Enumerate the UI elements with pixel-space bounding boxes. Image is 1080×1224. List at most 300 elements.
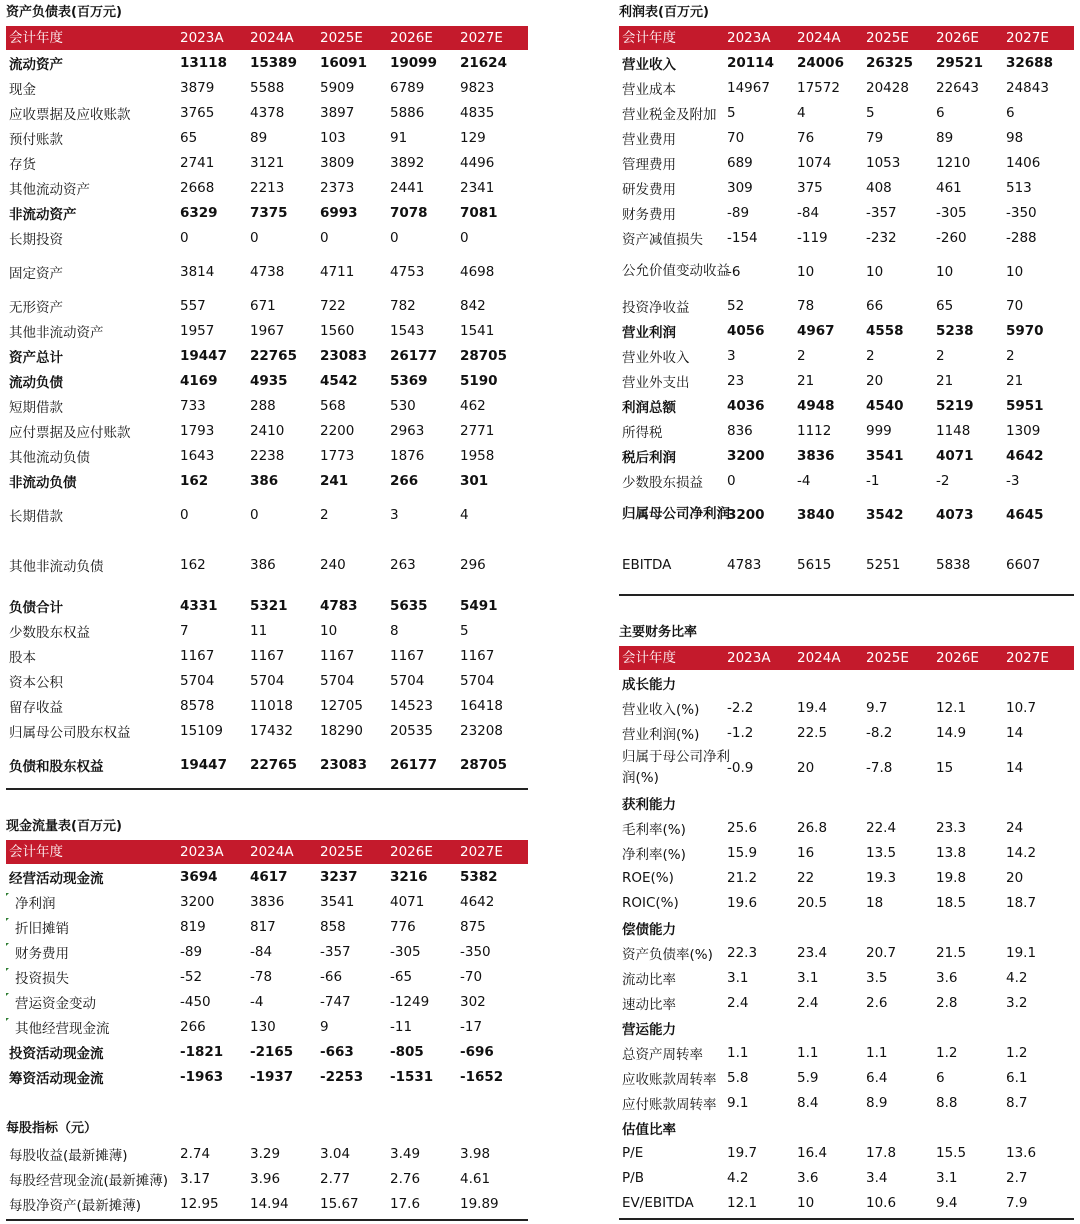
ratios-table (619, 620, 1074, 1220)
row-value-2025E: -232 (866, 229, 897, 246)
row-value-2025E: 3541 (320, 893, 355, 910)
row-value-2025E: 240 (320, 556, 346, 573)
row-value-2024A: 1.1 (797, 1044, 819, 1061)
row-value-2026E: 12.1 (936, 699, 967, 716)
row-value-2023A: 3814 (180, 263, 215, 280)
row-label: 经营活动现金流 (9, 870, 104, 887)
row-value-2024A: 14.94 (250, 1195, 289, 1212)
table-row (619, 965, 1074, 990)
row-value-2024A: 1074 (797, 154, 832, 171)
row-label: EBITDA (622, 556, 672, 573)
row-value-2023A: 14967 (727, 79, 770, 96)
row-label: 归属母公司净利润 (622, 506, 730, 522)
row-value-2023A: 3200 (727, 447, 765, 464)
row-value-2024A: 17432 (250, 722, 293, 739)
row-value-2024A: -84 (797, 204, 820, 221)
row-value-2023A: -52 (180, 968, 203, 985)
cell-marker-icon (6, 993, 9, 996)
row-value-2025E: 2 (320, 506, 329, 523)
table-row (619, 1165, 1074, 1190)
row-value-2027E: 2341 (460, 179, 495, 196)
row-value-2023A: 3200 (180, 893, 215, 910)
row-value-2026E: -1249 (390, 993, 430, 1010)
row-value-2024A: 3840 (797, 506, 835, 523)
table-row (619, 940, 1074, 965)
row-value-2024A: 3.96 (250, 1170, 281, 1187)
table-row (619, 840, 1074, 865)
row-value-2026E: 266 (390, 472, 419, 489)
row-value-2023A: 3879 (180, 79, 215, 96)
row-value-2024A: 15389 (250, 54, 297, 71)
row-value-2026E: 19.8 (936, 869, 967, 886)
row-value-2023A: 819 (180, 918, 206, 935)
table-row (6, 1064, 528, 1089)
row-value-2026E: 19099 (390, 54, 437, 71)
header-label: 会计年度 (622, 650, 676, 666)
row-value-2026E: 14523 (390, 697, 433, 714)
row-value-2025E: 79 (866, 129, 884, 146)
row-value-2024A: 4378 (250, 104, 285, 121)
row-value-2027E: 513 (1006, 179, 1032, 196)
row-value-2024A: -1937 (250, 1068, 294, 1085)
row-value-2024A: 19.4 (797, 699, 828, 716)
row-value-2027E: -1652 (460, 1068, 504, 1085)
table-row (6, 864, 528, 889)
row-value-2025E: 4540 (866, 397, 904, 414)
row-value-2023A: 20114 (727, 54, 774, 71)
cell-marker-icon (6, 968, 9, 971)
row-value-2023A: 3765 (180, 104, 215, 121)
table-row (6, 889, 528, 914)
table-row (6, 318, 528, 343)
row-value-2024A: -78 (250, 968, 273, 985)
table-row (6, 618, 528, 643)
row-value-2025E: 23083 (320, 756, 367, 773)
table-row (619, 536, 1074, 593)
row-value-2026E: -805 (390, 1043, 424, 1060)
row-value-2027E: 9823 (460, 79, 495, 96)
table-row (6, 743, 528, 786)
row-value-2024A: 21 (797, 372, 815, 389)
row-value-2024A: 20.5 (797, 894, 828, 911)
row-value-2023A: 309 (727, 179, 753, 196)
row-value-2025E: 568 (320, 397, 346, 414)
row-value-2027E: 4642 (460, 893, 495, 910)
row-value-2025E: 18 (866, 894, 884, 911)
row-value-2024A: 2410 (250, 422, 285, 439)
row-label: 成长能力 (622, 676, 676, 693)
row-value-2026E: 21.5 (936, 944, 967, 961)
row-value-2026E: 91 (390, 129, 408, 146)
row-value-2027E: 4496 (460, 154, 495, 171)
row-label: 营业外支出 (622, 374, 690, 391)
row-value-2025E: -663 (320, 1043, 354, 1060)
table-row (6, 200, 528, 225)
row-value-2023A: 15.9 (727, 844, 758, 861)
row-value-2025E: 16091 (320, 54, 367, 71)
table-row (619, 225, 1074, 250)
row-label: 非流动资产 (9, 206, 77, 223)
row-label: 其他流动资产 (9, 181, 90, 198)
row-value-2024A: 288 (250, 397, 276, 414)
row-value-2025E: 19.3 (866, 869, 897, 886)
table-row (619, 368, 1074, 393)
row-label: 获利能力 (622, 796, 676, 813)
row-value-2025E: 10 (866, 263, 884, 280)
balance-sheet-header (6, 26, 528, 50)
table-row (6, 536, 528, 593)
table-row (6, 50, 528, 75)
table-row (6, 175, 528, 200)
balance-sheet-bottom-rule (6, 788, 528, 790)
row-label: 管理费用 (622, 156, 676, 173)
table-row (619, 150, 1074, 175)
row-value-2025E: 2200 (320, 422, 355, 439)
row-value-2025E: 23083 (320, 347, 367, 364)
row-value-2023A: 65 (180, 129, 198, 146)
table-row (619, 1115, 1074, 1140)
row-label: 流动负债 (9, 374, 63, 391)
row-label: 净利润 (15, 895, 56, 912)
row-value-2023A: 3 (727, 347, 736, 364)
header-year-2025E: 2025E (866, 30, 909, 46)
row-value-2025E: 3897 (320, 104, 355, 121)
row-value-2024A: 22765 (250, 347, 297, 364)
table-row (6, 1039, 528, 1064)
table-row (619, 1015, 1074, 1040)
row-value-2027E: 1541 (460, 322, 495, 339)
row-value-2026E: 2.76 (390, 1170, 421, 1187)
row-value-2025E: -1 (866, 472, 880, 489)
row-value-2025E: 20.7 (866, 944, 897, 961)
row-value-2027E: 18.7 (1006, 894, 1037, 911)
row-value-2023A: 22.3 (727, 944, 758, 961)
row-value-2026E: 15.5 (936, 1144, 967, 1161)
row-value-2024A: 4967 (797, 322, 835, 339)
row-label: 公允价值变动收益 (622, 263, 730, 279)
row-value-2025E: 722 (320, 297, 346, 314)
row-value-2023A: 1793 (180, 422, 215, 439)
row-label: 筹资活动现金流 (9, 1070, 104, 1087)
row-value-2026E: 3216 (390, 868, 428, 885)
row-value-2024A: 2.4 (797, 994, 819, 1011)
row-value-2025E: 1.1 (866, 1044, 888, 1061)
row-value-2026E: -65 (390, 968, 413, 985)
row-value-2025E: 858 (320, 918, 346, 935)
row-label: 总资产周转率 (622, 1046, 703, 1063)
header-label: 会计年度 (622, 30, 676, 46)
header-year-2024A: 2024A (250, 30, 294, 46)
row-value-2023A: 8578 (180, 697, 215, 714)
table-row (619, 1190, 1074, 1215)
row-value-2027E: 1958 (460, 447, 495, 464)
row-value-2023A: 4.2 (727, 1169, 749, 1186)
row-value-2024A: 1112 (797, 422, 832, 439)
row-value-2023A: 7 (180, 622, 189, 639)
row-value-2023A: 162 (180, 472, 209, 489)
row-value-2023A: 5 (727, 104, 736, 121)
table-row (6, 1166, 528, 1191)
row-value-2024A: 3836 (250, 893, 285, 910)
row-value-2023A: -1821 (180, 1043, 224, 1060)
row-value-2024A: 386 (250, 556, 276, 573)
row-value-2025E: 3.4 (866, 1169, 888, 1186)
row-value-2026E: 5238 (936, 322, 974, 339)
table-row (619, 493, 1074, 536)
table-row (6, 939, 528, 964)
row-value-2027E: 296 (460, 556, 486, 573)
row-label: 营业税金及附加 (622, 106, 717, 123)
ratios-bottom-rule (619, 1218, 1074, 1220)
row-value-2025E: 3.5 (866, 969, 888, 986)
cashflow-header (6, 840, 528, 864)
row-value-2025E: 0 (320, 229, 329, 246)
row-value-2023A: 25.6 (727, 819, 758, 836)
table-row (619, 125, 1074, 150)
table-row (619, 695, 1074, 720)
row-value-2026E: 13.8 (936, 844, 967, 861)
row-value-2026E: 1876 (390, 447, 425, 464)
row-value-2026E: 782 (390, 297, 416, 314)
row-value-2027E: 6 (1006, 104, 1015, 121)
row-value-2026E: 0 (390, 229, 399, 246)
table-row (619, 50, 1074, 75)
row-value-2026E: 2963 (390, 422, 425, 439)
row-value-2024A: 2 (797, 347, 806, 364)
row-value-2023A: 4036 (727, 397, 765, 414)
row-value-2024A: 24006 (797, 54, 844, 71)
header-year-2023A: 2023A (180, 844, 224, 860)
header-label: 会计年度 (9, 844, 63, 860)
row-value-2025E: 18290 (320, 722, 363, 739)
row-value-2027E: 842 (460, 297, 486, 314)
table-row (619, 250, 1074, 293)
table-row (6, 250, 528, 293)
row-value-2025E: 2373 (320, 179, 355, 196)
cell-marker-icon (6, 893, 9, 896)
row-value-2024A: 4 (797, 104, 806, 121)
row-value-2024A: 386 (250, 472, 279, 489)
row-value-2026E: -1531 (390, 1068, 434, 1085)
row-value-2023A: 2741 (180, 154, 215, 171)
row-value-2026E: 10 (936, 263, 954, 280)
row-label: 存货 (9, 156, 36, 173)
row-value-2025E: 1773 (320, 447, 355, 464)
table-row (6, 989, 528, 1014)
row-label: 速动比率 (622, 996, 676, 1013)
table-row (619, 293, 1074, 318)
table-row (619, 100, 1074, 125)
row-label: 少数股东损益 (622, 474, 703, 491)
row-value-2023A: -450 (180, 993, 211, 1010)
row-label: 每股收益(最新摊薄) (9, 1147, 128, 1164)
header-year-2026E: 2026E (936, 30, 979, 46)
header-year-2026E: 2026E (390, 30, 433, 46)
row-value-2026E: 14.9 (936, 724, 967, 741)
table-row (619, 175, 1074, 200)
row-label: 投资损失 (15, 970, 69, 987)
row-value-2027E: 21624 (460, 54, 507, 71)
row-label: 归属母公司股东权益 (9, 724, 131, 741)
row-value-2027E: 19.1 (1006, 944, 1037, 961)
row-value-2027E: 4645 (1006, 506, 1044, 523)
table-row (6, 125, 528, 150)
row-value-2026E: 5838 (936, 556, 971, 573)
row-value-2024A: 5588 (250, 79, 285, 96)
row-value-2025E: 5251 (866, 556, 901, 573)
row-value-2027E: 3.98 (460, 1145, 491, 1162)
header-year-2026E: 2026E (390, 844, 433, 860)
header-year-2025E: 2025E (320, 844, 363, 860)
table-row (6, 293, 528, 318)
row-label: 固定资产 (9, 265, 63, 282)
row-value-2027E: 4698 (460, 263, 495, 280)
row-value-2025E: 12705 (320, 697, 363, 714)
row-value-2026E: 7078 (390, 204, 428, 221)
header-year-2027E: 2027E (1006, 30, 1049, 46)
row-value-2026E: 4073 (936, 506, 974, 523)
table-row (619, 990, 1074, 1015)
row-value-2023A: -89 (180, 943, 203, 960)
row-value-2023A: 23 (727, 372, 745, 389)
row-value-2027E: 4.2 (1006, 969, 1028, 986)
row-value-2026E: 3.1 (936, 1169, 958, 1186)
row-value-2027E: 70 (1006, 297, 1024, 314)
row-value-2025E: 408 (866, 179, 892, 196)
row-label: 投资活动现金流 (9, 1045, 104, 1062)
row-value-2024A: 22765 (250, 756, 297, 773)
row-label: 营运资金变动 (15, 995, 96, 1012)
row-value-2025E: -2253 (320, 1068, 364, 1085)
row-label: 流动资产 (9, 56, 63, 73)
row-label: 归属于母公司净利润(%) (622, 748, 730, 786)
row-label: 毛利率(%) (622, 821, 686, 838)
row-value-2026E: -11 (390, 1018, 413, 1035)
row-value-2025E: 17.8 (866, 1144, 897, 1161)
row-value-2025E: 2 (866, 347, 875, 364)
row-value-2027E: 5491 (460, 597, 498, 614)
row-value-2024A: 5704 (250, 672, 285, 689)
row-value-2023A: 13118 (180, 54, 227, 71)
row-value-2027E: 10 (1006, 263, 1024, 280)
row-value-2026E: 5219 (936, 397, 974, 414)
row-value-2026E: 26177 (390, 756, 437, 773)
row-value-2026E: 263 (390, 556, 416, 573)
row-value-2026E: 5369 (390, 372, 428, 389)
row-value-2023A: 3.17 (180, 1170, 211, 1187)
row-label: 少数股东权益 (9, 624, 90, 641)
row-value-2024A: 4948 (797, 397, 835, 414)
row-value-2026E: 1148 (936, 422, 971, 439)
row-value-2025E: 8.9 (866, 1094, 888, 1111)
row-label: 营业外收入 (622, 349, 690, 366)
row-value-2023A: -6 (727, 263, 741, 280)
row-value-2023A: 162 (180, 556, 206, 573)
row-value-2024A: 671 (250, 297, 276, 314)
row-label: 营运能力 (622, 1021, 676, 1038)
row-value-2025E: 3.04 (320, 1145, 351, 1162)
row-value-2027E: 2.7 (1006, 1169, 1028, 1186)
row-value-2025E: 4542 (320, 372, 358, 389)
pershare-title: 每股指标（元） (6, 1121, 98, 1136)
row-value-2023A: 21.2 (727, 869, 758, 886)
row-value-2025E: 9.7 (866, 699, 888, 716)
row-value-2026E: 3892 (390, 154, 425, 171)
row-value-2026E: 1543 (390, 322, 425, 339)
row-label: EV/EBITDA (622, 1194, 694, 1211)
cashflow-table (6, 814, 528, 1094)
row-value-2027E: 5970 (1006, 322, 1044, 339)
row-value-2026E: 6 (936, 1069, 945, 1086)
row-value-2026E: 530 (390, 397, 416, 414)
row-label: 所得税 (622, 424, 663, 441)
row-label: 利润总额 (622, 399, 676, 416)
row-value-2025E: 103 (320, 129, 346, 146)
row-value-2027E: 32688 (1006, 54, 1053, 71)
row-value-2027E: 13.6 (1006, 1144, 1037, 1161)
row-value-2027E: 1309 (1006, 422, 1041, 439)
row-value-2026E: 18.5 (936, 894, 967, 911)
row-value-2023A: 12.1 (727, 1194, 758, 1211)
row-value-2026E: 17.6 (390, 1195, 421, 1212)
row-value-2026E: 2 (936, 347, 945, 364)
row-value-2023A: 2.4 (727, 994, 749, 1011)
row-value-2027E: 6607 (1006, 556, 1041, 573)
row-value-2024A: 0 (250, 506, 259, 523)
row-value-2026E: 4753 (390, 263, 425, 280)
row-value-2027E: 20 (1006, 869, 1024, 886)
row-value-2027E: 16418 (460, 697, 503, 714)
pershare-bottom-rule (6, 1219, 528, 1221)
row-value-2026E: 4071 (390, 893, 425, 910)
row-value-2026E: 6 (936, 104, 945, 121)
row-value-2025E: -66 (320, 968, 343, 985)
row-value-2023A: 4056 (727, 322, 765, 339)
table-row (619, 443, 1074, 468)
row-value-2024A: 89 (250, 129, 268, 146)
row-value-2023A: 2.74 (180, 1145, 211, 1162)
table-row (619, 865, 1074, 890)
header-year-2024A: 2024A (797, 650, 841, 666)
row-value-2024A: 76 (797, 129, 815, 146)
row-value-2026E: 21 (936, 372, 954, 389)
cell-marker-icon (6, 918, 9, 921)
table-row (6, 225, 528, 250)
row-value-2024A: 20 (797, 759, 815, 776)
row-value-2023A: 12.95 (180, 1195, 219, 1212)
row-label: P/B (622, 1169, 644, 1186)
row-value-2025E: 4558 (866, 322, 904, 339)
row-value-2024A: 130 (250, 1018, 276, 1035)
row-value-2027E: -70 (460, 968, 483, 985)
row-value-2025E: -8.2 (866, 724, 893, 741)
row-value-2026E: 3 (390, 506, 399, 523)
row-label: 资本公积 (9, 674, 63, 691)
row-value-2027E: -3 (1006, 472, 1020, 489)
table-row (619, 1065, 1074, 1090)
table-row (6, 368, 528, 393)
row-value-2027E: 1.2 (1006, 1044, 1028, 1061)
row-value-2027E: 5951 (1006, 397, 1044, 414)
row-value-2026E: 15 (936, 759, 954, 776)
table-row (619, 720, 1074, 745)
row-value-2025E: -747 (320, 993, 351, 1010)
row-value-2023A: -2.2 (727, 699, 754, 716)
row-label: 应收票据及应收账款 (9, 106, 131, 123)
row-value-2024A: -2165 (250, 1043, 294, 1060)
row-value-2025E: 13.5 (866, 844, 897, 861)
row-value-2024A: 5615 (797, 556, 832, 573)
